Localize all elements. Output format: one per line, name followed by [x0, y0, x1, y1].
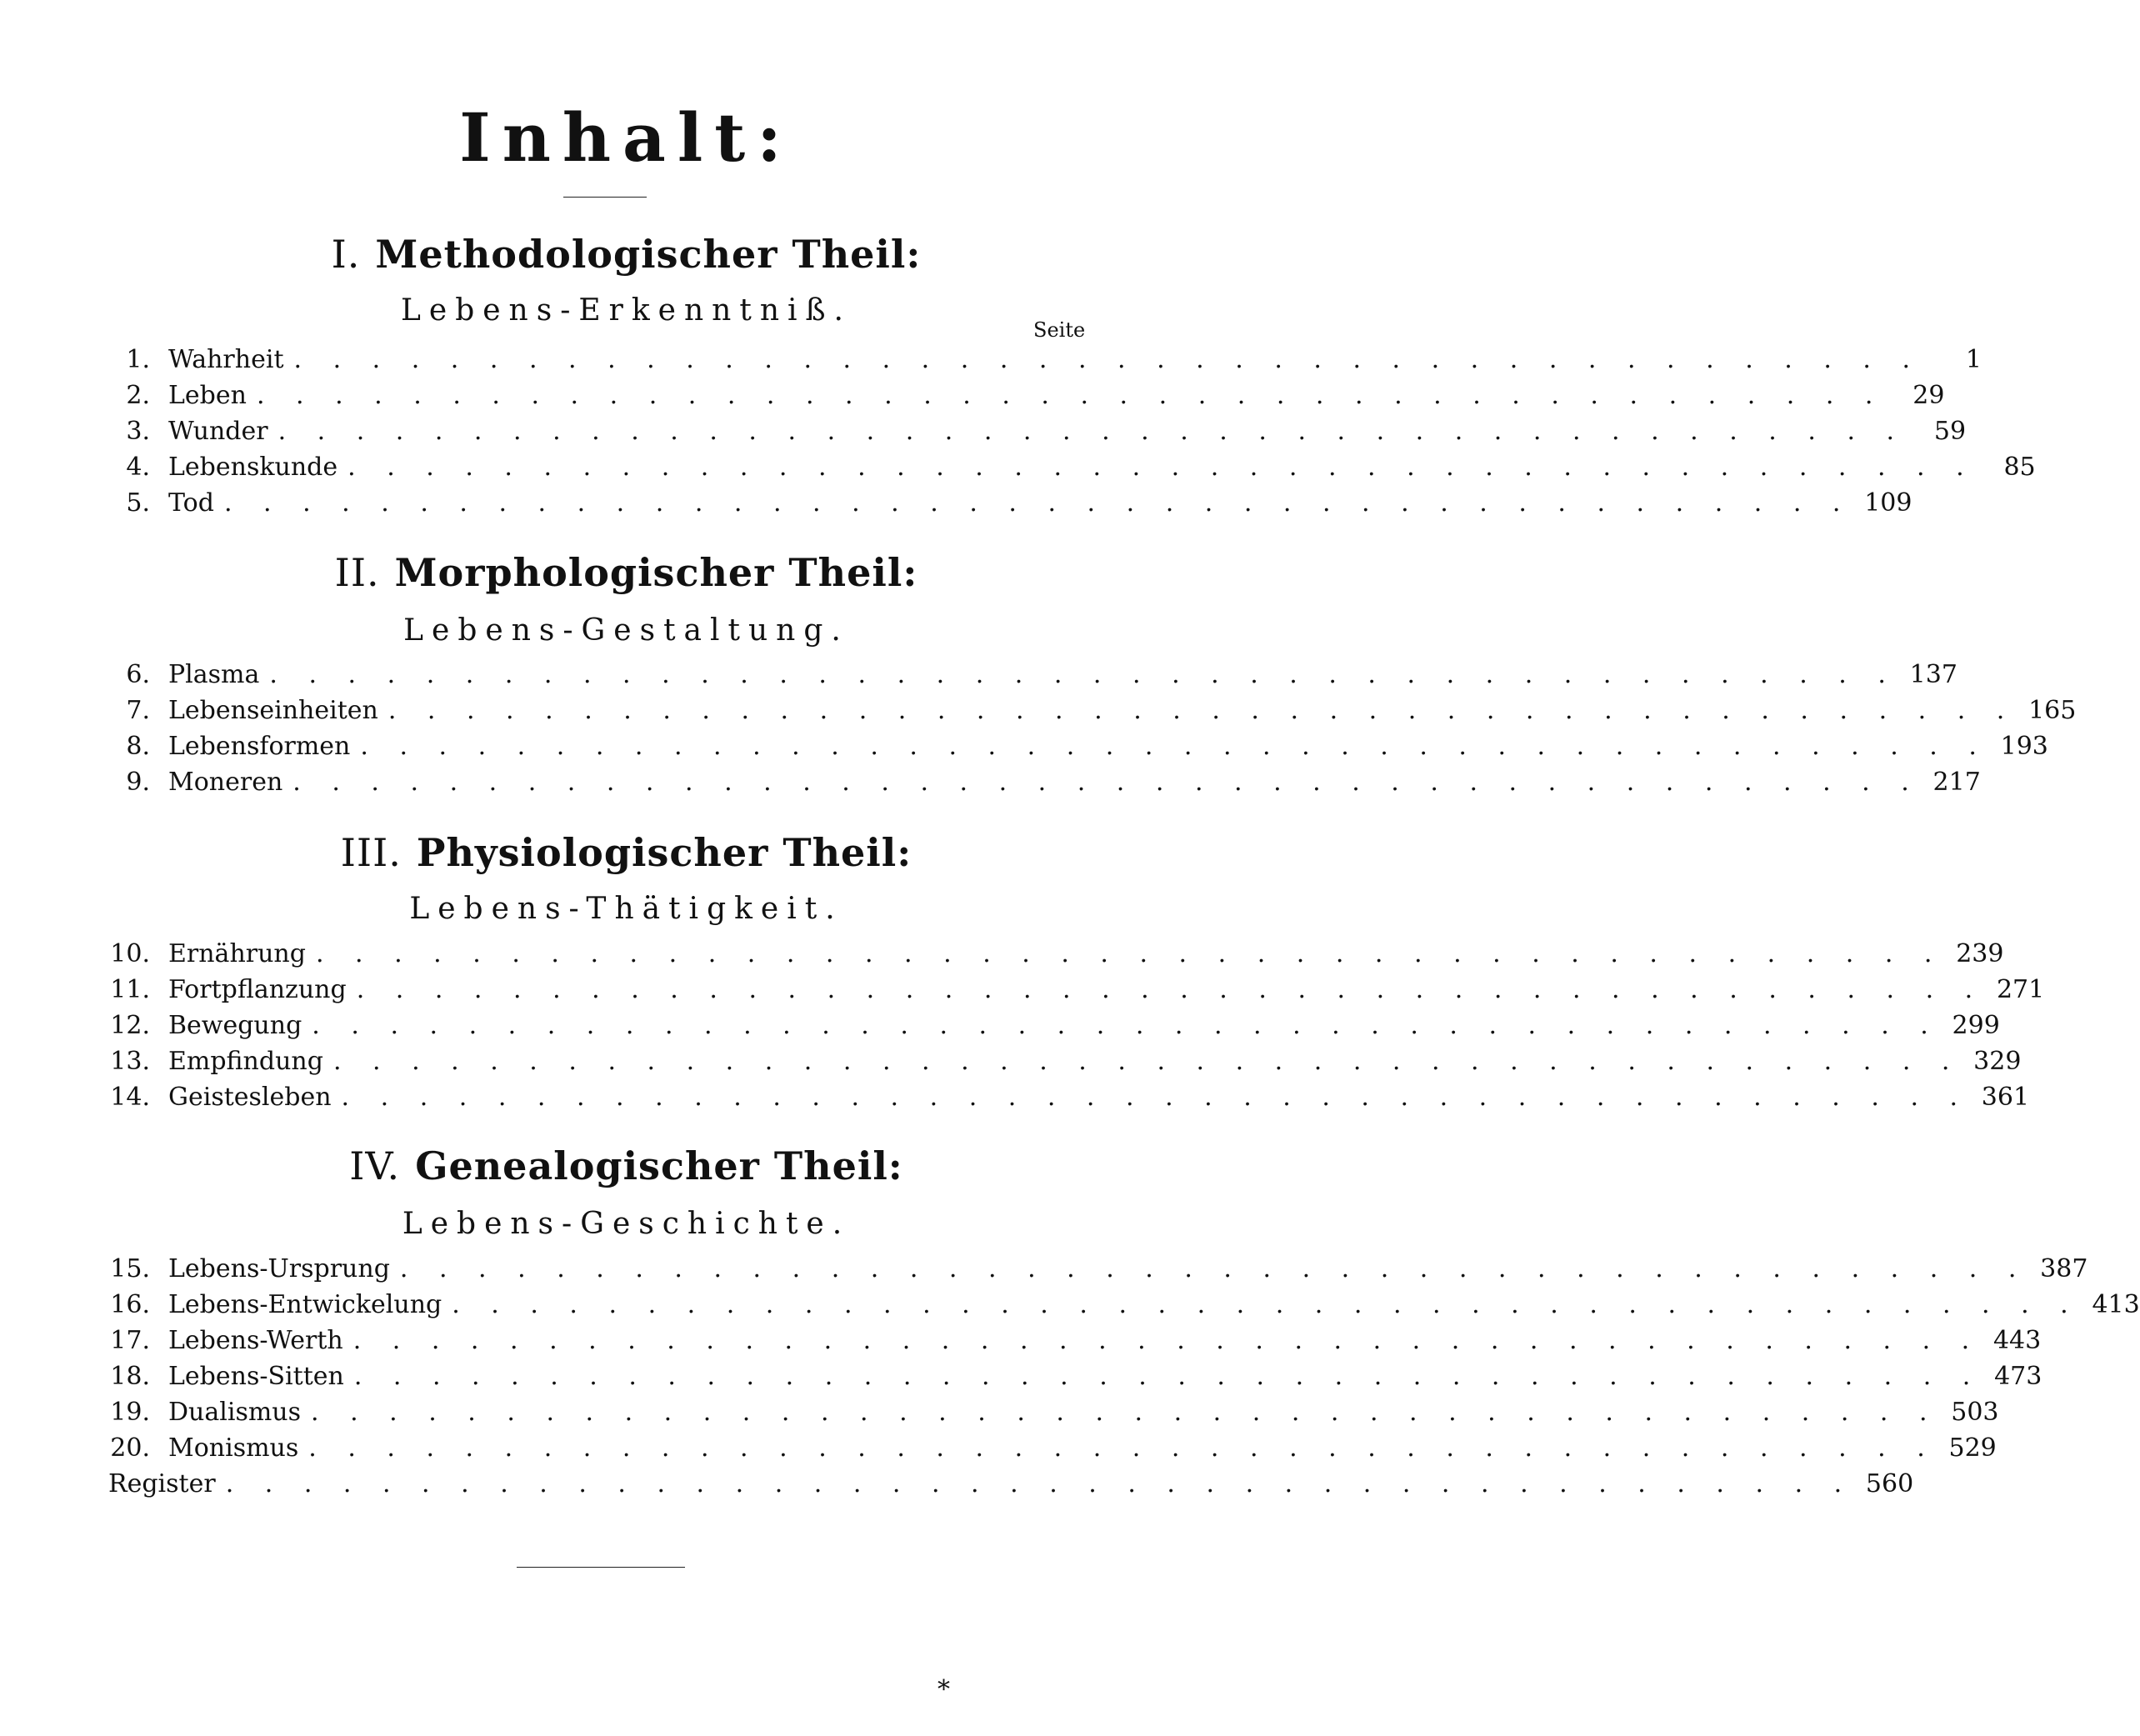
entry-number: 2. [126, 381, 150, 410]
dot-leader: . . . . . . . . . . . . . . . . . . . . . . . . . . . . . . . . . . . . . . . . . . [311, 1398, 1939, 1427]
entry-label: Lebens-Sitten [168, 1362, 344, 1391]
entry-number: 1. [126, 345, 150, 374]
part-subtitle-2: Lebens-Gestaltung. [403, 613, 849, 648]
entry-label: Tod [168, 488, 214, 518]
entry-number: 15. [110, 1254, 150, 1283]
signature-mark: * [938, 1675, 950, 1704]
entry-label: Lebensformen [168, 732, 351, 761]
dot-leader: . . . . . . . . . . . . . . . . . . . . . . . . . . . . . . . . . . . . . . . . . . [352, 1326, 1982, 1355]
toc-entry[interactable] [108, 1324, 2042, 1358]
entry-page: 85 [2003, 453, 2036, 482]
part-subtitle-1: Lebens-Erkenntniß. [400, 293, 852, 328]
part-name: Morphologischer Theil: [394, 550, 918, 595]
dot-leader: . . . . . . . . . . . . . . . . . . . . . . . . . . . . . . . . . . . . . . . . . . [278, 417, 1907, 446]
toc-entry[interactable] [108, 415, 1967, 448]
toc-entry[interactable] [108, 1045, 2022, 1078]
page-column-label: Seite [1033, 318, 1086, 342]
entry-number: 11. [110, 975, 150, 1004]
toc-entry[interactable] [108, 1396, 1999, 1429]
toc-entry[interactable] [108, 1432, 1997, 1465]
dot-leader: . . . . . . . . . . . . . . . . . . . . . . . . . . . . . . . . . . . . . . . . . . [399, 1254, 2028, 1283]
part-numeral: III. [340, 830, 402, 875]
entry-number: 13. [110, 1047, 150, 1076]
toc-entry-register[interactable] [108, 1468, 1914, 1501]
toc-entry[interactable] [108, 451, 2036, 484]
entry-number: 10. [110, 939, 150, 968]
entry-number: 9. [126, 768, 150, 797]
entry-label: Moneren [168, 768, 283, 797]
dot-leader: . . . . . . . . . . . . . . . . . . . . . . . . . . . . . . . . . . . . . . . . . . [256, 381, 1885, 410]
entry-page: 443 [1992, 1326, 2042, 1355]
part-heading-4 [0, 1143, 1252, 1188]
entry-number: 20. [110, 1433, 150, 1463]
entry-label: Bewegung [168, 1011, 302, 1040]
dot-leader: . . . . . . . . . . . . . . . . . . . . . . . . . . . . . . . . . . . . . . . . . . [223, 488, 1852, 518]
entry-label: Dualismus [168, 1398, 302, 1427]
entry-page: 217 [1932, 768, 1981, 797]
toc-entry[interactable] [108, 938, 2004, 971]
title-divider [563, 197, 647, 198]
dot-leader: . . . . . . . . . . . . . . . . . . . . . . . . . . . . . . . . . . . . . . . . . . [292, 768, 1921, 797]
toc-entry[interactable] [108, 1081, 2030, 1114]
entry-label: Wunder [168, 417, 268, 446]
entry-page: 109 [1864, 488, 1912, 518]
dot-leader: . . . . . . . . . . . . . . . . . . . . . . . . . . . . . . . . . . . . . . . . . . [269, 660, 1898, 689]
entry-label: Lebens-Werth [168, 1326, 343, 1355]
part-subtitle-4: Lebens-Geschichte. [402, 1207, 851, 1241]
entry-page: 239 [1956, 939, 2004, 968]
bottom-divider [517, 1567, 685, 1568]
entry-label: Empfindung [168, 1047, 323, 1076]
entry-label: Register [108, 1469, 216, 1498]
entry-number: 5. [126, 488, 150, 518]
dot-leader: . . . . . . . . . . . . . . . . . . . . . . . . . . . . . . . . . . . . . . . . . . [452, 1290, 2080, 1319]
entry-page: 361 [1981, 1083, 2030, 1112]
dot-leader: . . . . . . . . . . . . . . . . . . . . . . . . . . . . . . . . . . . . . . . . . . [348, 453, 1976, 482]
part-heading-3 [0, 830, 1252, 875]
toc-entry[interactable] [108, 766, 1981, 799]
entry-page: 473 [1994, 1362, 2042, 1391]
part-numeral: II. [334, 550, 380, 595]
entry-page: 193 [2000, 732, 2048, 761]
entry-label: Wahrheit [168, 345, 284, 374]
entry-label: Lebens-Entwickelung [168, 1290, 442, 1319]
entry-number: 7. [126, 696, 150, 725]
entry-number: 8. [126, 732, 150, 761]
toc-entry[interactable] [108, 658, 1958, 692]
entry-page: 59 [1933, 417, 1967, 446]
dot-leader: . . . . . . . . . . . . . . . . . . . . . . . . . . . . . . . . . . . . . . . . . . [293, 345, 1922, 374]
entry-label: Fortpflanzung [168, 975, 347, 1004]
entry-label: Leben [168, 381, 247, 410]
toc-entry[interactable] [108, 694, 2077, 728]
toc-entry[interactable] [108, 730, 2048, 763]
entry-number: 18. [110, 1362, 150, 1391]
entry-page: 529 [1948, 1433, 1997, 1463]
dot-leader: . . . . . . . . . . . . . . . . . . . . . . . . . . . . . . . . . . . . . . . . . . [360, 732, 1988, 761]
entry-number: 3. [126, 417, 150, 446]
dot-leader: . . . . . . . . . . . . . . . . . . . . . . . . . . . . . . . . . . . . . . . . . . [356, 975, 1985, 1004]
toc-entry[interactable] [108, 1288, 2140, 1322]
toc-entry[interactable] [108, 343, 1982, 377]
part-numeral: IV. [349, 1143, 401, 1188]
entry-page: 387 [2040, 1254, 2088, 1283]
dot-leader: . . . . . . . . . . . . . . . . . . . . . . . . . . . . . . . . . . . . . . . . . . [341, 1083, 1970, 1112]
entry-label: Lebens-Ursprung [168, 1254, 390, 1283]
dot-leader: . . . . . . . . . . . . . . . . . . . . . . . . . . . . . . . . . . . . . . . . . . [308, 1433, 1937, 1463]
toc-entry[interactable] [108, 1360, 2042, 1393]
entry-label: Plasma [168, 660, 260, 689]
dot-leader: . . . . . . . . . . . . . . . . . . . . . . . . . . . . . . . . . . . . . . . . . . [315, 939, 1944, 968]
entry-page: 299 [1952, 1011, 2000, 1040]
entry-page: 1 [1965, 345, 1982, 374]
entry-label: Lebenskunde [168, 453, 338, 482]
entry-number: 6. [126, 660, 150, 689]
part-name: Genealogischer Theil: [415, 1143, 903, 1188]
dot-leader: . . . . . . . . . . . . . . . . . . . . . . . . . . . . . . . . . . . . . . . . . . [332, 1047, 1962, 1076]
dot-leader: . . . . . . . . . . . . . . . . . . . . . . . . . . . . . . . . . . . . . . . . . . [388, 696, 2017, 725]
entry-label: Monismus [168, 1433, 299, 1463]
toc-entry[interactable] [108, 1009, 2000, 1043]
dot-leader: . . . . . . . . . . . . . . . . . . . . . . . . . . . . . . . . . . . . . . . . . . [353, 1362, 1982, 1391]
part-subtitle-3: Lebens-Thätigkeit. [409, 892, 843, 926]
part-name: Methodologischer Theil: [375, 232, 922, 277]
entry-number: 14. [110, 1083, 150, 1112]
entry-number: 4. [126, 453, 150, 482]
dot-leader: . . . . . . . . . . . . . . . . . . . . . . . . . . . . . . . . . . . . . . . . . . [312, 1011, 1940, 1040]
toc-entry[interactable] [108, 487, 1912, 520]
toc-entry[interactable] [108, 973, 2045, 1007]
entry-page: 329 [1973, 1047, 2022, 1076]
part-name: Physiologischer Theil: [416, 830, 912, 875]
entry-number: 16. [110, 1290, 150, 1319]
entry-number: 19. [110, 1398, 150, 1427]
entry-page: 503 [1951, 1398, 1999, 1427]
entry-number: 17. [110, 1326, 150, 1355]
dot-leader: . . . . . . . . . . . . . . . . . . . . . . . . . . . . . . . . . . . . . . . . . . [225, 1469, 1854, 1498]
entry-page: 413 [2092, 1290, 2140, 1319]
entry-page: 165 [2028, 696, 2077, 725]
entry-label: Ernährung [168, 939, 306, 968]
page-title: Inhalt: [459, 98, 793, 177]
entry-label: Geistesleben [168, 1083, 332, 1112]
toc-entry[interactable] [108, 379, 1945, 413]
entry-page: 560 [1865, 1469, 1914, 1498]
entry-page: 137 [1909, 660, 1958, 689]
part-numeral: I. [331, 232, 361, 277]
entry-page: 271 [1996, 975, 2045, 1004]
entry-label: Lebenseinheiten [168, 696, 378, 725]
toc-entry[interactable] [108, 1253, 2088, 1286]
part-heading-2 [0, 550, 1252, 595]
entry-number: 12. [110, 1011, 150, 1040]
entry-page: 29 [1912, 381, 1945, 410]
part-heading-1 [0, 232, 1252, 277]
